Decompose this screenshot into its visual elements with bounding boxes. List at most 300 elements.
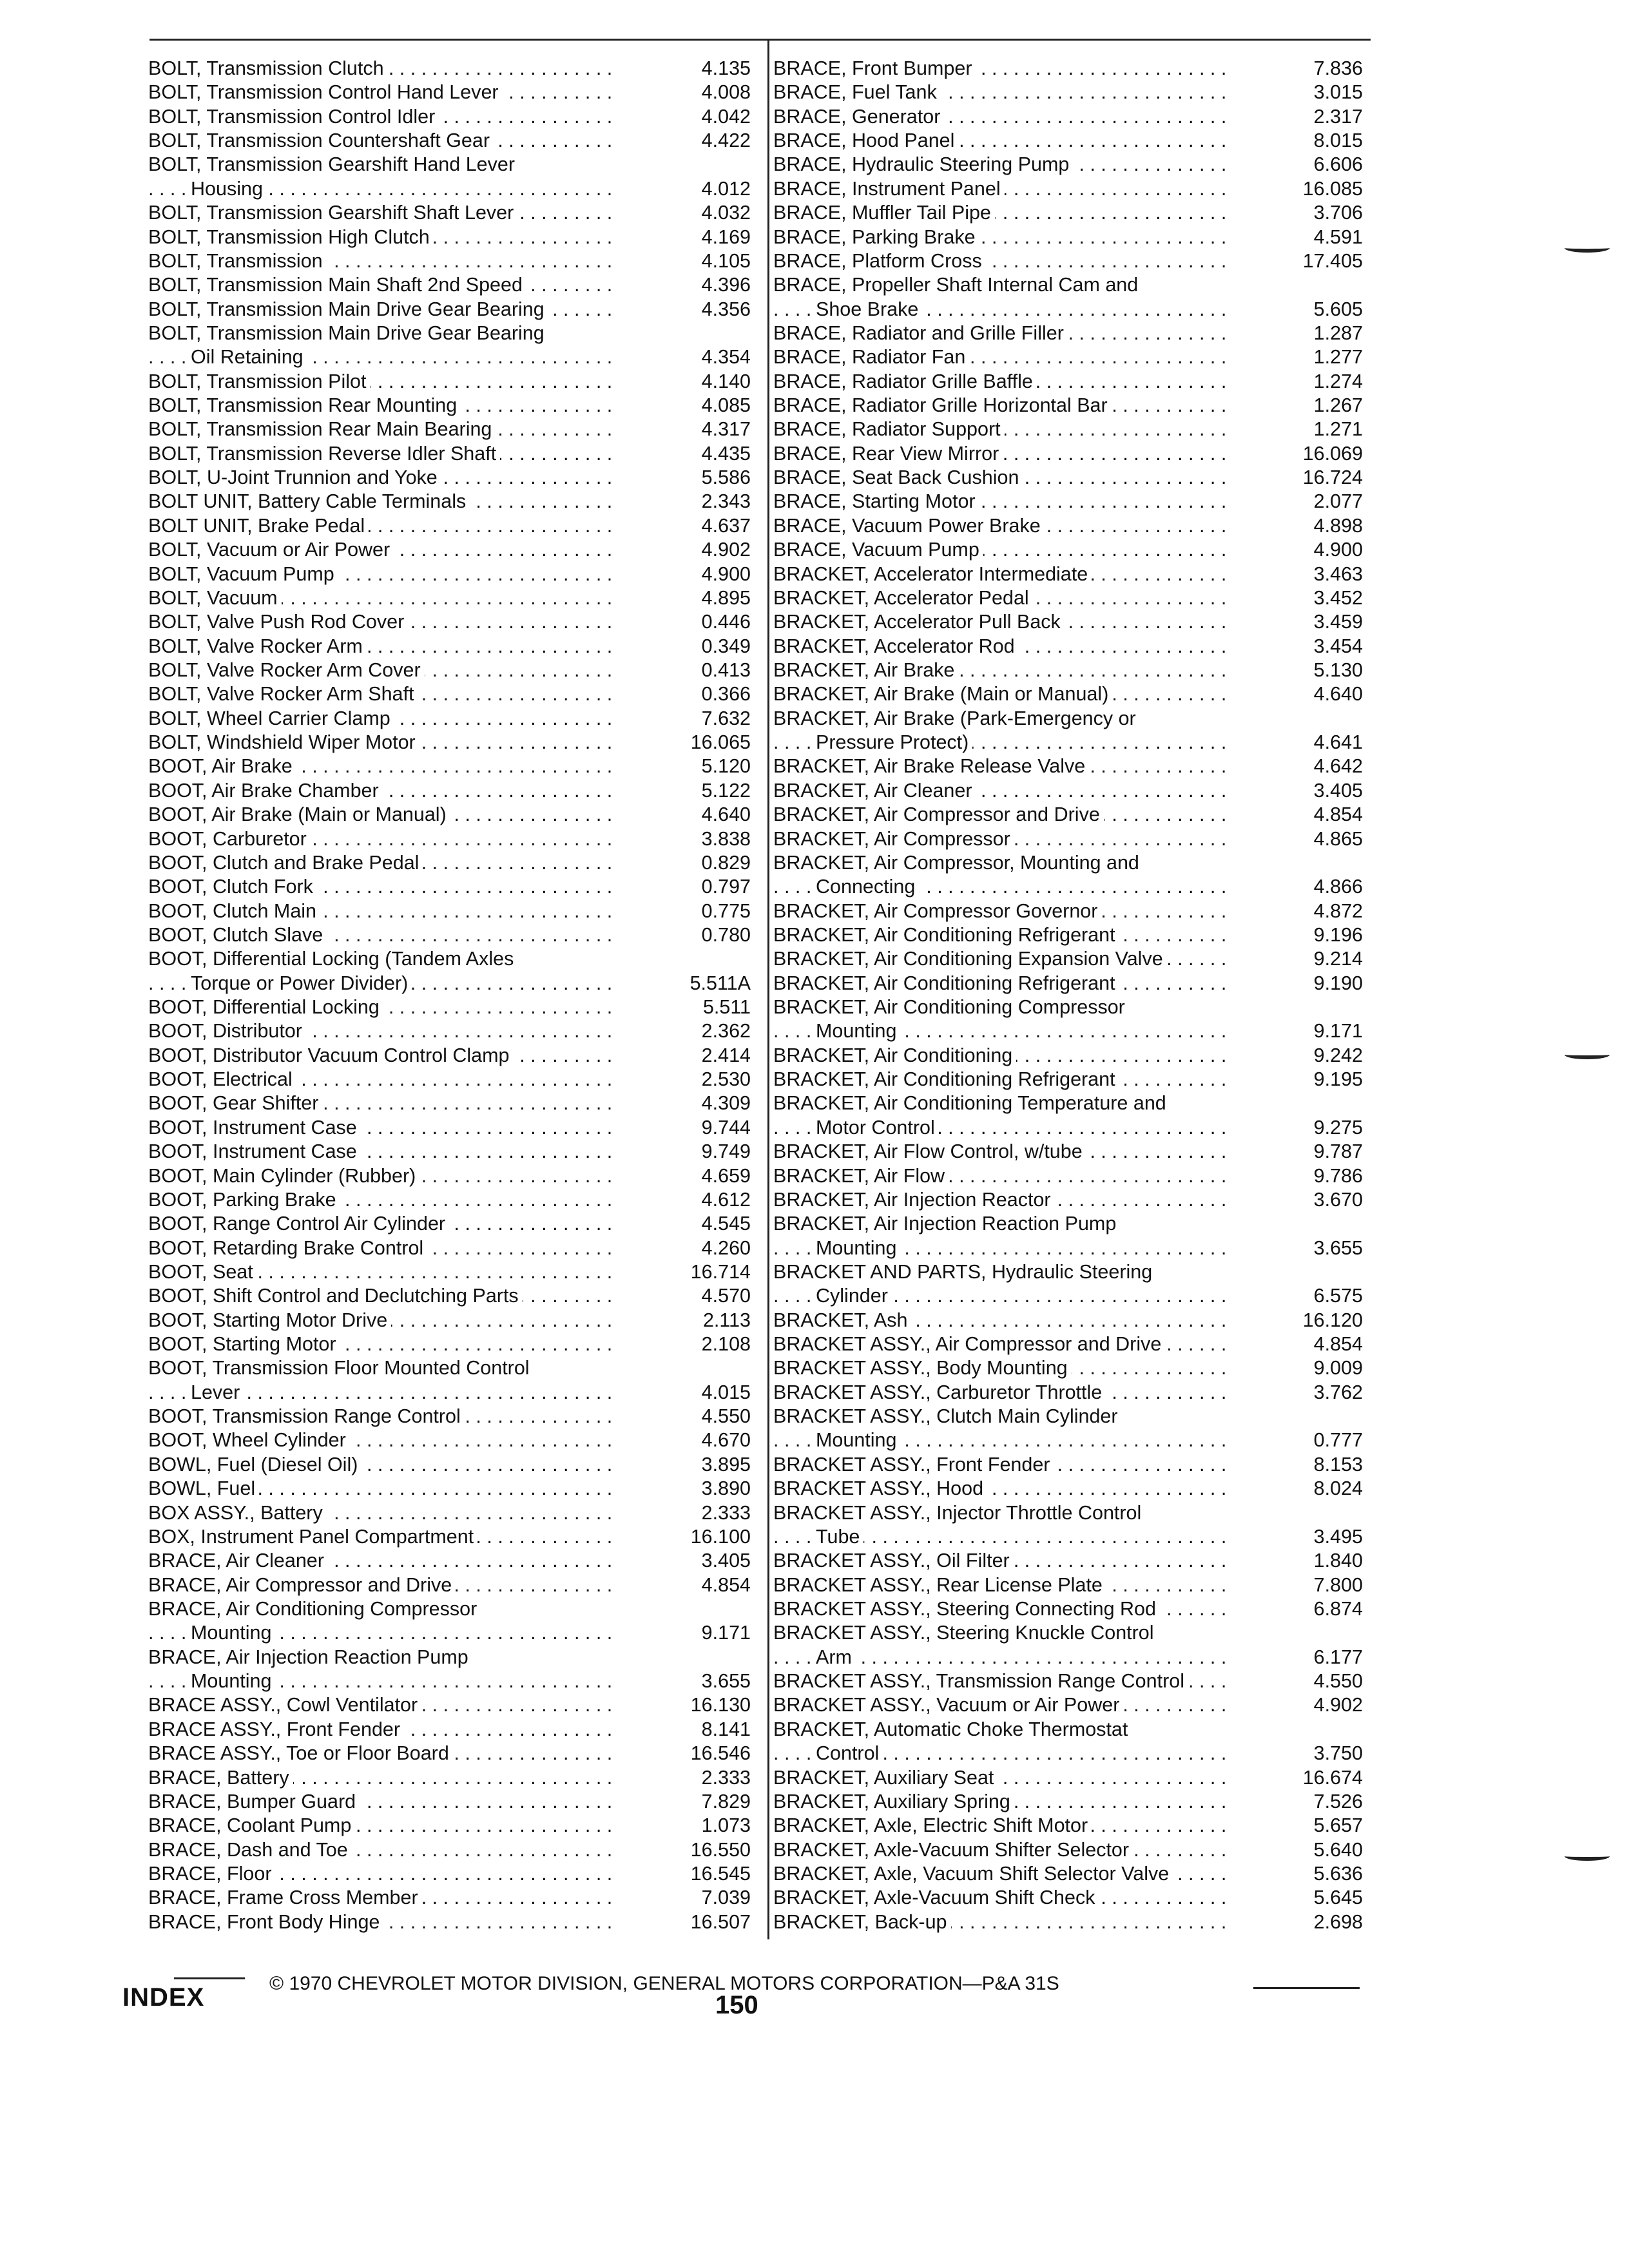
entry-title: BRACKET, Air Cleaner <box>773 780 976 802</box>
index-entry <box>773 851 1363 899</box>
index-entry <box>773 1212 1363 1260</box>
entry-reference: 2.414 <box>701 1044 751 1066</box>
entry-title: BOLT, Transmission Main Drive Gear Bearing <box>148 298 548 320</box>
entry-reference: 4.396 <box>701 274 751 296</box>
entry-title: BOLT, Vacuum <box>148 587 282 609</box>
index-entry <box>148 682 751 706</box>
entry-reference: 3.706 <box>1313 202 1363 224</box>
entry-title: BRACKET, Air Conditioning Expansion Valve <box>773 948 1167 970</box>
entry-title: BOOT, Air Brake (Main or Manual) <box>148 803 450 825</box>
index-entry <box>773 273 1363 322</box>
index-entry <box>773 322 1363 345</box>
entry-title: BOOT, Differential Locking <box>148 996 383 1018</box>
index-entry <box>148 370 751 394</box>
entry-reference: 4.422 <box>701 130 751 152</box>
entry-reference: 4.032 <box>701 202 751 224</box>
index-entry <box>148 1766 751 1790</box>
index-entry <box>148 1646 751 1694</box>
entry-title: BOOT, Air Brake Chamber <box>148 780 383 802</box>
index-entry <box>148 899 751 923</box>
entry-title-continued: Mounting <box>816 1429 900 1451</box>
entry-title: BRACE, Front Body Hinge <box>148 1911 383 1933</box>
entry-reference: 9.787 <box>1313 1140 1363 1163</box>
entry-reference: 16.545 <box>690 1862 751 1885</box>
entry-reference: 5.586 <box>701 466 751 489</box>
entry-reference: 0.413 <box>701 658 751 681</box>
entry-reference: 6.575 <box>1313 1285 1363 1307</box>
entry-title: BOLT, Valve Rocker Arm Cover <box>148 659 425 681</box>
entry-reference: 7.829 <box>701 1790 751 1812</box>
entry-reference: 2.333 <box>701 1766 751 1789</box>
entry-title-continued: Connecting <box>816 876 919 898</box>
index-entry <box>148 803 751 827</box>
index-entry <box>148 538 751 562</box>
index-entry <box>773 1453 1363 1477</box>
entry-reference: 4.012 <box>701 177 751 200</box>
entry-title: BRACE ASSY., Cowl Ventilator <box>148 1694 421 1716</box>
index-entry <box>773 995 1363 1044</box>
entry-reference: 8.153 <box>1313 1453 1363 1475</box>
index-entry <box>773 129 1363 153</box>
entry-title-continued: Mounting <box>191 1622 275 1644</box>
entry-reference: 4.015 <box>701 1381 751 1403</box>
entry-title-continued: Housing <box>191 178 267 200</box>
entry-title: BRACE, Muffler Tail Pipe <box>773 202 995 224</box>
entry-title: BRACKET, Accelerator Pull Back <box>773 611 1065 633</box>
margin-mark <box>1565 244 1610 253</box>
entry-title: BOLT, Transmission Main Shaft 2nd Speed <box>148 274 526 296</box>
index-entry <box>148 1477 751 1501</box>
entry-title: BOOT, Starting Motor Drive <box>148 1309 391 1331</box>
entry-reference: 9.214 <box>1313 948 1363 970</box>
entry-reference: 4.670 <box>701 1429 751 1452</box>
entry-reference: 1.287 <box>1313 322 1363 344</box>
entry-reference: 4.865 <box>1313 827 1363 850</box>
entry-title: BOX ASSY., Battery <box>148 1502 327 1524</box>
entry-title: BRACE, Radiator Grille Baffle <box>773 370 1037 392</box>
index-entry <box>148 81 751 104</box>
index-entry <box>773 1718 1363 1766</box>
entry-reference: 5.120 <box>701 755 751 778</box>
entry-title: BOOT, Instrument Case <box>148 1140 361 1162</box>
index-entry <box>148 490 751 514</box>
index-entry <box>148 1044 751 1068</box>
index-entry <box>773 1477 1363 1501</box>
entry-title: BRACKET, Axle, Electric Shift Motor <box>773 1814 1092 1836</box>
index-entry <box>148 851 751 875</box>
entry-title: BRACKET, Axle-Vacuum Shifter Selector <box>773 1839 1133 1861</box>
index-entry <box>148 1212 751 1236</box>
entry-reference: 2.077 <box>1313 490 1363 513</box>
entry-title-continued: Mounting <box>816 1237 900 1259</box>
entry-title: BRACE, Generator <box>773 106 944 128</box>
entry-title: BOOT, Transmission Range Control <box>148 1405 465 1427</box>
index-entry <box>148 1236 751 1260</box>
entry-title: BRACE, Radiator Grille Horizontal Bar <box>773 394 1112 416</box>
index-entry <box>773 1862 1363 1886</box>
entry-reference: 9.190 <box>1313 972 1363 994</box>
entry-title: BOOT, Carburetor <box>148 828 311 850</box>
index-entry <box>773 658 1363 682</box>
entry-title: BRACE, Rear View Mirror <box>773 443 1003 465</box>
index-entry <box>773 177 1363 201</box>
entry-title: BOLT UNIT, Brake Pedal <box>148 515 369 537</box>
index-entry <box>773 1260 1363 1309</box>
entry-title: BRACE, Battery <box>148 1767 293 1789</box>
index-entry <box>773 1044 1363 1068</box>
entry-title: BRACKET ASSY., Injector Throttle Control <box>773 1502 1145 1524</box>
entry-reference: 3.405 <box>1313 779 1363 802</box>
entry-reference: 7.800 <box>1313 1573 1363 1596</box>
entry-reference: 4.591 <box>1313 226 1363 248</box>
entry-title: BOLT, U-Joint Trunnion and Yoke <box>148 466 441 488</box>
entry-title-continued: Cylinder <box>816 1285 892 1307</box>
index-entry <box>773 249 1363 273</box>
entry-reference: 9.171 <box>1313 1020 1363 1043</box>
entry-title: BRACKET, Air Flow Control, w/tube <box>773 1140 1086 1162</box>
entry-reference: 0.777 <box>1313 1429 1363 1452</box>
entry-reference: 3.670 <box>1313 1188 1363 1211</box>
index-entry <box>773 1886 1363 1910</box>
entry-reference: 4.435 <box>701 442 751 465</box>
entry-title-continued: Mounting <box>191 1670 275 1692</box>
entry-reference: 3.655 <box>701 1670 751 1693</box>
entry-reference: 9.196 <box>1313 923 1363 946</box>
index-entry <box>148 153 751 201</box>
index-entry <box>148 586 751 610</box>
entry-title: BRACKET, Air Brake (Main or Manual) <box>773 683 1112 705</box>
entry-title: BRACKET, Air Conditioning Refrigerant <box>773 924 1119 946</box>
entry-reference: 4.641 <box>1313 731 1363 754</box>
entry-reference: 1.274 <box>1313 370 1363 392</box>
entry-title: BRACE, Instrument Panel <box>773 178 1005 200</box>
entry-title: BRACE, Platform Cross <box>773 250 986 272</box>
entry-title: BRACE, Frame Cross Member <box>148 1887 422 1908</box>
index-entry <box>773 81 1363 104</box>
index-entry <box>148 1693 751 1717</box>
index-entry <box>773 1068 1363 1091</box>
entry-title: BOOT, Air Brake <box>148 755 296 777</box>
entry-title: BRACE, Air Cleaner <box>148 1550 328 1571</box>
index-entry <box>148 1501 751 1525</box>
index-entry <box>148 1453 751 1477</box>
index-entry <box>773 1164 1363 1188</box>
index-entry <box>773 682 1363 706</box>
entry-reference: 2.333 <box>701 1501 751 1524</box>
entry-reference: 5.645 <box>1313 1887 1363 1909</box>
index-entry <box>773 442 1363 466</box>
entry-reference: 2.113 <box>702 1309 751 1331</box>
entry-title: BRACE ASSY., Front Fender <box>148 1718 404 1740</box>
entry-reference: 3.655 <box>1313 1236 1363 1259</box>
entry-title: BRACE, Parking Brake <box>773 226 979 248</box>
entry-reference: 5.122 <box>701 779 751 802</box>
entry-title: BRACKET, Air Injection Reaction Pump <box>773 1213 1120 1235</box>
index-entry <box>148 1525 751 1549</box>
entry-reference: 4.354 <box>701 346 751 369</box>
entry-reference: 16.507 <box>690 1910 751 1933</box>
entry-reference: 5.511A <box>689 972 751 994</box>
entry-reference: 2.362 <box>701 1020 751 1043</box>
index-entry <box>773 1549 1363 1573</box>
entry-title: BRACKET, Air Brake <box>773 659 958 681</box>
entry-title: BOOT, Clutch Slave <box>148 924 327 946</box>
entry-reference: 16.674 <box>1302 1766 1363 1789</box>
entry-reference: 3.015 <box>1313 81 1363 104</box>
index-entry <box>773 1188 1363 1212</box>
index-entry <box>148 1332 751 1356</box>
index-entry <box>773 1573 1363 1597</box>
page-number: 150 <box>715 1991 758 2019</box>
footer-copyright: © 1970 CHEVROLET MOTOR DIVISION, GENERAL MOTORS CORPORATION—P&A 31S <box>269 1973 1059 1994</box>
entry-reference: 4.008 <box>701 81 751 104</box>
entry-reference: 4.545 <box>701 1213 751 1235</box>
index-entry <box>773 1405 1363 1453</box>
entry-title: BOOT, Parking Brake <box>148 1189 340 1211</box>
entry-title-continued: Mounting <box>816 1020 900 1042</box>
entry-title: BOOT, Electrical <box>148 1068 296 1090</box>
entry-reference: 4.900 <box>701 562 751 585</box>
entry-title: BRACKET ASSY., Body Mounting <box>773 1357 1072 1379</box>
index-entry <box>773 1814 1363 1838</box>
index-entry <box>148 322 751 370</box>
entry-reference: 4.854 <box>1313 1333 1363 1356</box>
entry-reference: 3.459 <box>1313 611 1363 633</box>
entry-reference: 1.277 <box>1313 346 1363 369</box>
entry-reference: 16.065 <box>690 731 751 754</box>
entry-title: BOOT, Clutch Main <box>148 900 320 922</box>
index-entry <box>148 610 751 634</box>
index-entry <box>148 947 751 995</box>
index-entry <box>773 538 1363 562</box>
entry-reference: 0.797 <box>701 876 751 898</box>
entry-title: BOLT, Transmission High Clutch <box>148 226 434 248</box>
entry-reference: 3.838 <box>701 827 751 850</box>
entry-title: BRACKET, Axle-Vacuum Shift Check <box>773 1887 1099 1908</box>
index-entry <box>773 610 1363 634</box>
entry-reference: 0.446 <box>701 611 751 633</box>
entry-reference: 4.640 <box>701 803 751 826</box>
entry-title: BRACKET, Air Conditioning Temperature and <box>773 1092 1170 1114</box>
entry-title-continued: Torque or Power Divider) <box>191 972 412 994</box>
entry-title: BRACE, Fuel Tank <box>773 81 941 103</box>
entry-reference: 3.495 <box>1313 1525 1363 1548</box>
index-column-left <box>148 57 751 1934</box>
entry-reference: 1.073 <box>701 1814 751 1837</box>
entry-reference: 4.854 <box>701 1573 751 1596</box>
entry-title: BRACKET ASSY., Vacuum or Air Power <box>773 1694 1123 1716</box>
index-entry <box>148 827 751 851</box>
entry-reference: 9.009 <box>1313 1357 1363 1379</box>
entry-reference: 0.780 <box>701 923 751 946</box>
entry-title: BOOT, Distributor <box>148 1020 306 1042</box>
index-entry <box>773 57 1363 81</box>
entry-title: BRACKET, Air Flow <box>773 1165 949 1187</box>
entry-reference: 8.141 <box>701 1718 751 1740</box>
entry-title-continued: Lever <box>191 1381 244 1403</box>
entry-title: BRACE, Starting Motor <box>773 490 979 512</box>
entry-title: BRACE, Seat Back Cushion <box>773 466 1023 488</box>
entry-title: BRACE, Front Bumper <box>773 57 976 79</box>
entry-title-continued: Shoe Brake <box>816 298 922 320</box>
entry-reference: 16.085 <box>1302 177 1363 200</box>
entry-reference: 4.640 <box>1313 683 1363 706</box>
index-entry <box>773 490 1363 514</box>
entry-reference: 4.135 <box>701 57 751 79</box>
entry-reference: 6.606 <box>1313 153 1363 176</box>
entry-reference: 2.317 <box>1313 105 1363 128</box>
entry-title: BOOT, Retarding Brake Control <box>148 1237 427 1259</box>
entry-title: BRACKET, Air Brake (Park-Emergency or <box>773 707 1140 729</box>
index-entry <box>148 731 751 754</box>
entry-title: BRACKET, Air Compressor, Mounting and <box>773 852 1143 874</box>
index-entry <box>148 105 751 129</box>
index-entry <box>148 875 751 899</box>
entry-reference: 4.902 <box>701 539 751 561</box>
entry-title: BRACKET, Air Conditioning Compressor <box>773 996 1129 1018</box>
index-entry <box>148 249 751 273</box>
entry-reference: 1.267 <box>1313 394 1363 417</box>
entry-reference: 0.775 <box>701 899 751 922</box>
margin-mark <box>1565 1852 1610 1861</box>
index-entry <box>773 1766 1363 1790</box>
entry-reference: 4.854 <box>1313 803 1363 826</box>
footer-rule-right <box>1253 1987 1360 1989</box>
entry-title: BOLT, Valve Rocker Arm <box>148 635 367 657</box>
entry-reference: 3.750 <box>1313 1742 1363 1765</box>
entry-title: BRACKET, Air Compressor Governor <box>773 900 1101 922</box>
entry-title: BOOT, Clutch and Brake Pedal <box>148 852 423 874</box>
entry-title: BRACKET ASSY., Oil Filter <box>773 1550 1014 1571</box>
index-entry <box>148 1284 751 1308</box>
entry-reference: 7.526 <box>1313 1790 1363 1812</box>
entry-title: BOLT, Transmission <box>148 250 327 272</box>
index-entry <box>148 1164 751 1188</box>
index-entry <box>148 442 751 466</box>
entry-title: BOLT, Transmission Main Drive Gear Bearing <box>148 322 548 344</box>
entry-title: BOLT, Valve Rocker Arm Shaft <box>148 683 418 705</box>
entry-title: BRACE, Floor <box>148 1863 276 1885</box>
index-entry <box>773 1501 1363 1550</box>
entry-title: BOLT, Transmission Countershaft Gear <box>148 130 494 151</box>
index-entry <box>148 273 751 297</box>
entry-reference: 3.895 <box>701 1453 751 1475</box>
index-entry <box>773 635 1363 658</box>
entry-reference: 4.898 <box>1313 514 1363 537</box>
entry-reference: 4.550 <box>1313 1670 1363 1693</box>
entry-title: BRACE, Vacuum Pump <box>773 539 983 561</box>
entry-title: BRACKET ASSY., Transmission Range Control <box>773 1670 1188 1692</box>
index-entry <box>773 345 1363 369</box>
index-entry <box>148 1910 751 1934</box>
index-entry <box>148 1838 751 1862</box>
index-entry <box>148 754 751 778</box>
entry-reference: 3.452 <box>1313 586 1363 609</box>
margin-mark <box>1565 1050 1610 1059</box>
index-entry <box>148 1862 751 1886</box>
entry-title: BRACE, Vacuum Power Brake <box>773 515 1045 537</box>
footer-section-label: INDEX <box>122 1983 205 2012</box>
index-entry <box>148 635 751 658</box>
entry-title: BRACKET, Air Conditioning <box>773 1044 1016 1066</box>
entry-reference: 16.120 <box>1302 1309 1363 1331</box>
index-entry <box>148 129 751 153</box>
entry-reference: 2.343 <box>701 490 751 513</box>
index-entry <box>773 418 1363 441</box>
entry-title: BOLT, Windshield Wiper Motor <box>148 731 419 753</box>
entry-title: BRACKET ASSY., Air Compressor and Drive <box>773 1333 1165 1355</box>
entry-reference: 9.749 <box>701 1140 751 1163</box>
entry-reference: 4.317 <box>701 418 751 441</box>
index-entry <box>148 1091 751 1115</box>
entry-title: BOOT, Differential Locking (Tandem Axles <box>148 948 517 970</box>
entry-reference: 7.039 <box>701 1887 751 1909</box>
index-entry <box>148 201 751 225</box>
entry-title: BOLT, Transmission Reverse Idler Shaft <box>148 443 500 465</box>
entry-title: BOOT, Starting Motor <box>148 1333 340 1355</box>
index-entry <box>148 1068 751 1091</box>
entry-title: BRACKET, Air Injection Reactor <box>773 1189 1055 1211</box>
entry-title-continued: Control <box>816 1742 883 1764</box>
index-entry <box>773 899 1363 923</box>
entry-title: BOLT, Transmission Rear Main Bearing <box>148 418 496 440</box>
entry-reference: 4.042 <box>701 105 751 128</box>
index-entry <box>773 754 1363 778</box>
index-entry <box>773 1309 1363 1332</box>
entry-title: BOOT, Seat <box>148 1261 257 1283</box>
entry-reference: 2.530 <box>701 1068 751 1091</box>
index-entry <box>148 1597 751 1646</box>
entry-title: BRACE, Radiator Support <box>773 418 1005 440</box>
entry-reference: 4.309 <box>701 1092 751 1115</box>
entry-reference: 3.762 <box>1313 1381 1363 1403</box>
entry-reference: 4.872 <box>1313 899 1363 922</box>
entry-reference: 4.140 <box>701 370 751 392</box>
index-entry <box>773 1910 1363 1934</box>
entry-title: BOOT, Wheel Cylinder <box>148 1429 350 1451</box>
entry-reference: 16.724 <box>1302 466 1363 489</box>
entry-reference: 8.024 <box>1313 1477 1363 1500</box>
entry-reference: 5.511 <box>702 996 751 1019</box>
entry-reference: 8.015 <box>1313 130 1363 152</box>
entry-reference: 5.130 <box>1313 658 1363 681</box>
entry-reference: 2.698 <box>1313 1910 1363 1933</box>
entry-title: BOOT, Shift Control and Declutching Parts <box>148 1285 523 1307</box>
index-entry <box>148 1116 751 1140</box>
entry-title: BOLT, Transmission Clutch <box>148 57 388 79</box>
entry-title-continued: Arm <box>816 1646 856 1668</box>
index-entry <box>773 1693 1363 1717</box>
entry-title: BOOT, Instrument Case <box>148 1117 361 1139</box>
entry-reference: 0.349 <box>701 635 751 657</box>
index-entry <box>773 1669 1363 1693</box>
entry-title: BOLT, Transmission Gearshift Shaft Lever <box>148 202 517 224</box>
entry-reference: 1.271 <box>1313 418 1363 441</box>
entry-title: BRACKET, Auxiliary Seat <box>773 1767 998 1789</box>
index-entry <box>148 394 751 418</box>
entry-title-continued: Tube <box>816 1526 863 1548</box>
entry-title: BRACE, Dash and Toe <box>148 1839 352 1861</box>
index-entry <box>773 1356 1363 1380</box>
entry-title: BRACKET, Axle, Vacuum Shift Selector Valve <box>773 1863 1173 1885</box>
entry-title: BRACKET, Accelerator Intermediate <box>773 563 1092 585</box>
entry-reference: 3.405 <box>701 1550 751 1572</box>
entry-reference: 16.714 <box>690 1260 751 1283</box>
entry-reference: 4.105 <box>701 249 751 272</box>
entry-reference: 4.900 <box>1313 539 1363 561</box>
index-entry <box>148 1405 751 1428</box>
entry-reference: 4.169 <box>701 226 751 248</box>
